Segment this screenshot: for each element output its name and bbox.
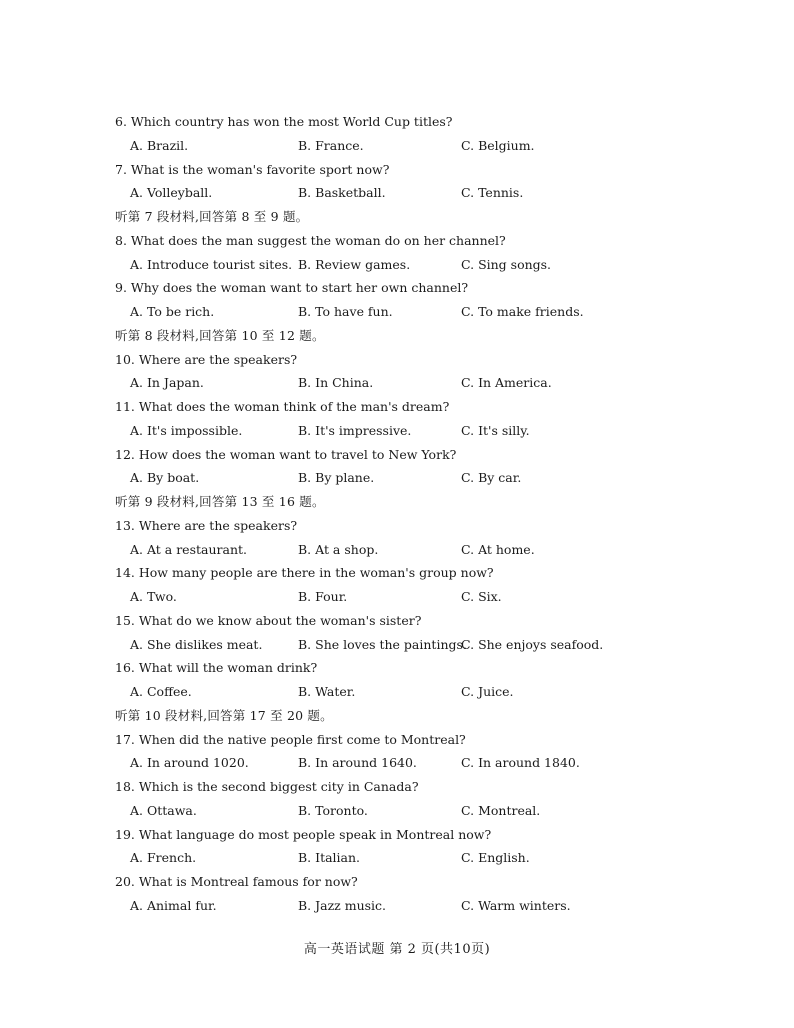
option-c: C. Six. [461,589,502,604]
options-row [0,753,794,773]
options-row [0,421,794,441]
option-c: C. Tennis. [461,185,524,201]
options-row [0,468,794,488]
options-row [0,682,794,702]
option-b: B. Jazz music. [298,897,387,913]
question-text: 16. What will the woman drink? [115,660,318,676]
question-text: 10. Where are the speakers? [115,351,298,367]
option-c: C. In around 1840. [461,755,580,771]
option-a: A. In Japan. [130,375,204,391]
options-row [0,801,794,821]
option-b: B. Four. [298,589,348,604]
option-a: A. Ottawa. [130,802,197,818]
option-b: B. Italian. [298,850,361,866]
question-text: 13. Where are the speakers? [115,517,298,533]
question-text: 7. What is the woman's favorite sport now? [115,161,390,177]
option-c: C. At home. [461,541,535,557]
option-b: B. Review games. [298,256,411,272]
option-c: C. She enjoys seafood. [461,636,604,652]
option-b: B. Toronto. [298,802,368,818]
option-b: B. At a shop. [298,541,379,557]
option-c: C. In America. [461,375,552,391]
option-a: A. In around 1020. [130,755,249,771]
section-instruction: 听第 8 段材料,回答第 10 至 12 题。 [115,327,325,343]
option-c: C. Sing songs. [461,256,552,272]
option-c: C. Warm winters. [461,897,571,913]
options-row [0,373,794,393]
option-a: A. By boat. [130,470,200,486]
option-b: B. To have fun. [298,304,393,319]
option-c: C. To make friends. [461,304,584,319]
option-b: B. In China. [298,375,374,391]
question-text: 19. What language do most people speak in Montreal now? [115,826,492,842]
option-c: C. Belgium. [461,137,535,153]
options-row [0,302,794,322]
option-b: B. Water. [298,684,356,699]
option-c: C. English. [461,850,530,866]
option-a: A. At a restaurant. [130,541,247,557]
section-instruction: 听第 10 段材料,回答第 17 至 20 题。 [115,707,333,723]
option-b: B. Basketball. [298,185,386,201]
question-text: 12. How does the woman want to travel to New York? [115,446,457,462]
option-c: C. Juice. [461,684,514,699]
option-a: A. Coffee. [130,684,192,699]
option-a: A. Two. [130,589,177,604]
question-text: 14. How many people are there in the woman's group now? [115,565,494,581]
question-text: 17. When did the native people first come to Montreal? [115,731,466,747]
question-text: 11. What does the woman think of the man's dream? [115,399,450,414]
option-b: B. In around 1640. [298,755,417,771]
page-footer: 高一英语试题 第 2 页(共10页) [303,942,491,957]
option-b: B. It's impressive. [298,422,412,438]
option-b: B. She loves the paintings. [298,636,467,652]
option-a: A. To be rich. [130,304,215,319]
option-a: A. Volleyball. [130,185,213,201]
question-text: 8. What does the man suggest the woman do on her channel? [115,232,506,248]
question-text: 6. Which country has won the most World Cup titles? [115,114,453,129]
option-a: A. She dislikes meat. [130,636,263,652]
options-row [0,255,794,275]
options-row [0,183,794,203]
section-instruction: 听第 7 段材料,回答第 8 至 9 题。 [115,209,309,224]
options-row [0,848,794,868]
option-b: B. France. [298,137,364,153]
question-text: 20. What is Montreal famous for now? [115,874,358,889]
section-instruction: 听第 9 段材料,回答第 13 至 16 题。 [115,494,325,509]
option-a: A. French. [130,850,197,866]
options-row [0,896,794,916]
option-c: C. By car. [461,470,522,486]
options-row [0,635,794,655]
question-text: 15. What do we know about the woman's sister? [115,612,422,628]
option-a: A. Animal fur. [130,897,217,913]
options-row [0,540,794,560]
options-row [0,587,794,607]
option-c: C. Montreal. [461,802,541,818]
option-c: C. It's silly. [461,422,530,438]
options-row [0,136,794,156]
option-b: B. By plane. [298,470,375,486]
option-a: A. Introduce tourist sites. [130,256,293,272]
option-a: A. Brazil. [130,137,189,153]
question-text: 9. Why does the woman want to start her own channel? [115,280,469,296]
question-text: 18. Which is the second biggest city in Canada? [115,779,419,794]
option-a: A. It's impossible. [130,422,243,438]
